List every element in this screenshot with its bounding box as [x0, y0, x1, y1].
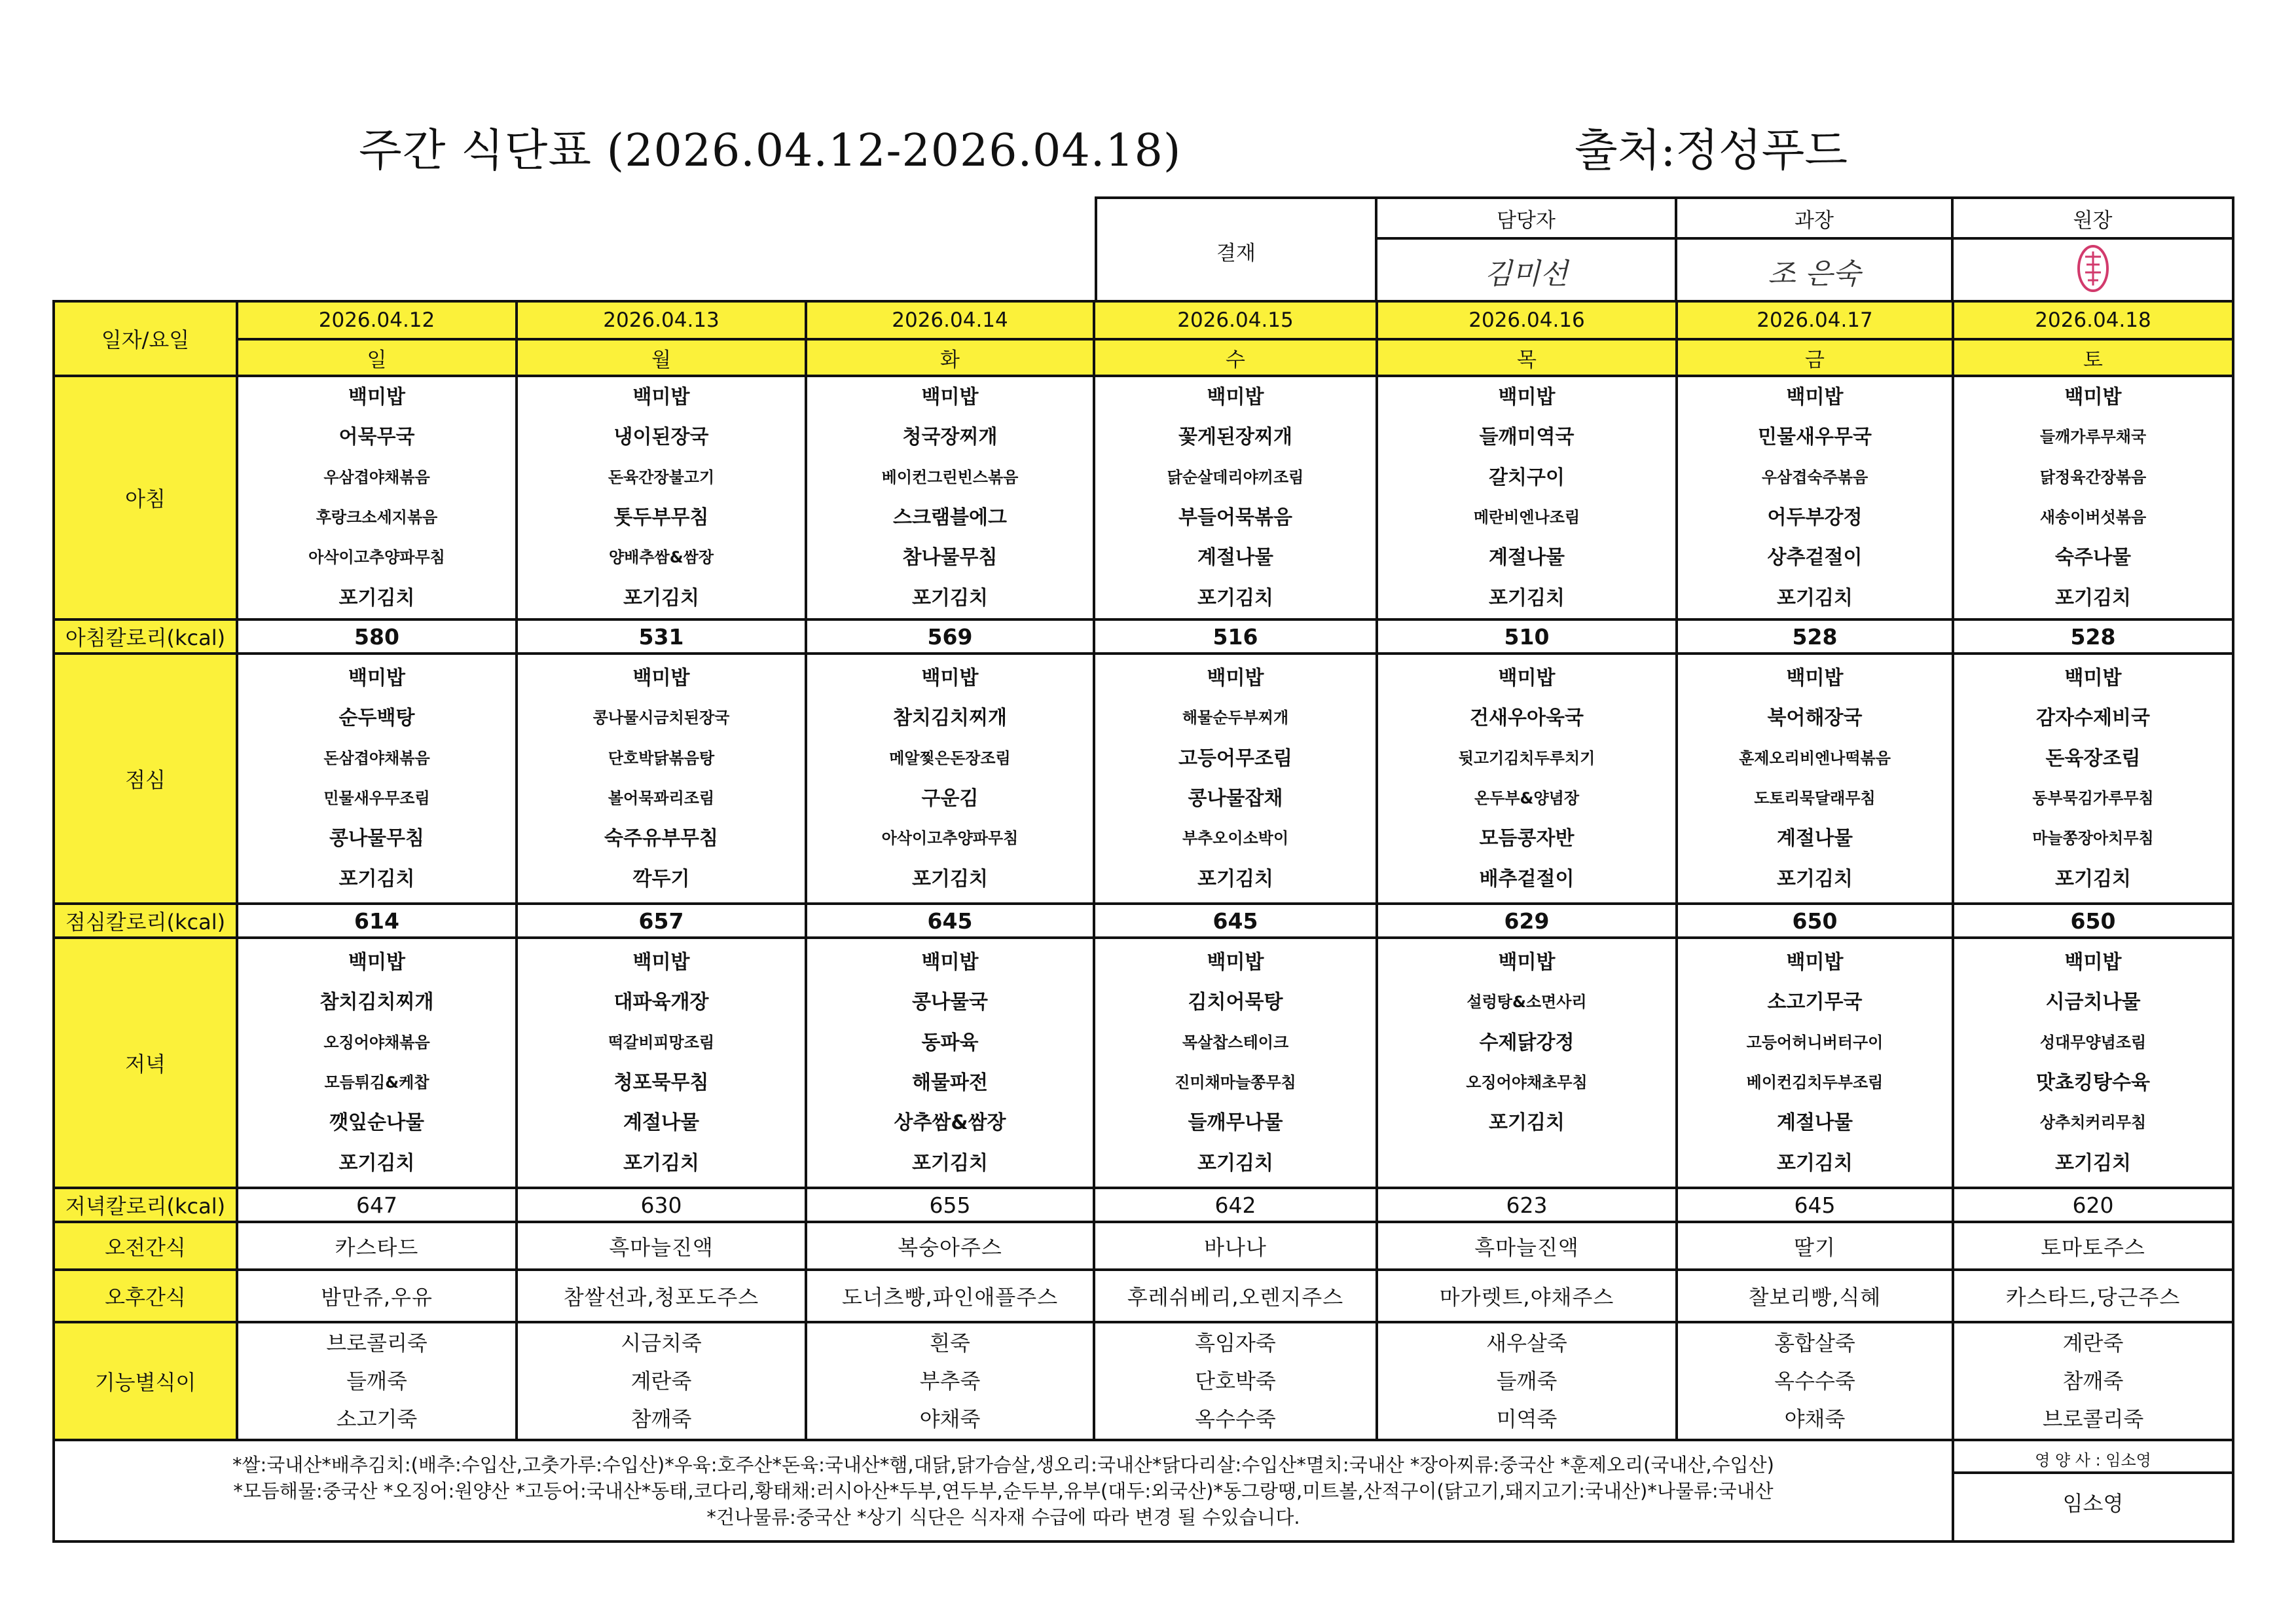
dinner-item: 수제닭강정: [1479, 1031, 1575, 1054]
breakfast-item: 백미밥: [632, 386, 690, 409]
day-weekday: 목: [1377, 339, 1677, 376]
lunch-item: 계절나물: [1777, 827, 1853, 851]
dinner-item: 포기김치: [623, 1151, 699, 1175]
breakfast-item: 백미밥: [1207, 386, 1264, 409]
breakfast-item: 들깨미역국: [1479, 426, 1575, 449]
functional-item: 홍합살죽: [1774, 1331, 1855, 1356]
breakfast-cell: [806, 376, 1094, 619]
dinner-item: 백미밥: [1207, 951, 1264, 974]
breakfast-item: 들깨가루무채국: [2039, 428, 2147, 447]
menu-table: [52, 300, 2234, 1543]
pm-snack-value: 밤만쥬,우유: [237, 1270, 517, 1322]
lunch-item: 포기김치: [2055, 867, 2131, 891]
breakfast-item: 메란비엔나조림: [1473, 508, 1580, 526]
dinner-kcal-value: 642: [1094, 1188, 1377, 1222]
lunch-cell: [1094, 654, 1377, 904]
lunch-kcal-value: 657: [517, 904, 806, 938]
dinner-kcal-value: 655: [806, 1188, 1094, 1222]
lunch-item: 돈삼겹야채볶음: [323, 748, 430, 767]
day-date: 2026.04.16: [1377, 301, 1677, 339]
functional-item: 계란죽: [630, 1369, 692, 1393]
dinner-item: 참치김치찌개: [319, 991, 434, 1014]
dinner-label: 저녁: [54, 938, 237, 1188]
breakfast-item: 계절나물: [1489, 546, 1565, 570]
dietitian-role: 영 양 사 : 임소영: [1954, 1449, 2232, 1474]
lunch-item: 백미밥: [1207, 667, 1264, 690]
dinner-item: 대파육개장: [613, 991, 709, 1014]
lunch-item: 볼어묵꽈리조림: [608, 789, 715, 807]
breakfast-item: 계절나물: [1197, 546, 1273, 570]
breakfast-item: 아삭이고추양파무침: [308, 548, 445, 567]
approval-role-director: 원장: [1952, 198, 2233, 238]
dinner-item: 백미밥: [348, 951, 405, 974]
breakfast-kcal-value: 569: [806, 619, 1094, 654]
lunch-item: 부추오이소박이: [1182, 829, 1289, 848]
functional-item: 소고기죽: [336, 1407, 418, 1431]
lunch-item: 백미밥: [348, 667, 405, 690]
lunch-kcal-value: 645: [1094, 904, 1377, 938]
dinner-cell: [806, 938, 1094, 1188]
breakfast-item: 포기김치: [1489, 586, 1565, 610]
day-weekday: 금: [1677, 339, 1953, 376]
lunch-item: 백미밥: [632, 667, 690, 690]
lunch-item: 고등어무조림: [1178, 747, 1292, 770]
lunch-item: 민물새우무조림: [323, 789, 430, 807]
date-weekday-label: 일자/요일: [54, 301, 237, 376]
signature-manager: 김미선: [1484, 257, 1568, 291]
breakfast-item: 어묵무국: [338, 426, 415, 449]
dinner-item: 청포묵무침: [613, 1071, 709, 1094]
dinner-item: 목살찹스테이크: [1182, 1033, 1289, 1052]
pm-snack-value: 참쌀선과,청포도주스: [517, 1270, 806, 1322]
lunch-cell: [237, 654, 517, 904]
am-snack-value: 토마토주스: [1953, 1222, 2233, 1270]
approval-label: 결재: [1096, 198, 1376, 304]
lunch-item: 온두부&양념장: [1474, 789, 1580, 807]
functional-item: 미역죽: [1496, 1407, 1558, 1431]
breakfast-item: 포기김치: [912, 586, 988, 610]
dinner-item: 오징어야채초무침: [1466, 1073, 1588, 1092]
dinner-item: 포기김치: [2055, 1151, 2131, 1175]
functional-item: 흑임자죽: [1195, 1331, 1276, 1356]
am-snack-value: 바나나: [1094, 1222, 1377, 1270]
dinner-cell: [517, 938, 806, 1188]
pm-snack-value: 도너츠빵,파인애플주스: [806, 1270, 1094, 1322]
day-weekday: 일: [237, 339, 517, 376]
lunch-item: 아삭이고추양파무침: [881, 829, 1019, 848]
lunch-item: 콩나물무침: [329, 827, 424, 851]
lunch-item: 포기김치: [1197, 867, 1273, 891]
breakfast-item: 백미밥: [1786, 386, 1844, 409]
dinner-item: 콩나물국: [912, 991, 988, 1014]
lunch-item: 뒷고기김치두루치기: [1458, 748, 1595, 767]
breakfast-item: 포기김치: [623, 586, 699, 610]
origin-note-line: *건나물류:중국산 *상기 식단은 식자재 수급에 따라 변경 될 수있습니다.: [706, 1505, 1300, 1528]
dinner-item: [1378, 1143, 1675, 1183]
lunch-item: 포기김치: [912, 867, 988, 891]
approval-table: [1095, 196, 2234, 305]
day-date: 2026.04.17: [1677, 301, 1953, 339]
day-weekday: 월: [517, 339, 806, 376]
dinner-item: 포기김치: [1489, 1111, 1565, 1135]
source-label: 출처:정성푸드: [1575, 125, 1848, 177]
lunch-item: 배추겉절이: [1479, 867, 1575, 891]
breakfast-item: 포기김치: [1777, 586, 1853, 610]
functional-item: 참깨죽: [2062, 1369, 2124, 1393]
lunch-item: 단호박닭볶음탕: [608, 748, 715, 767]
lunch-item: 콩나물시금치된장국: [592, 709, 730, 728]
dinner-cell: [1377, 938, 1677, 1188]
dinner-cell: [1953, 938, 2233, 1188]
functional-item: 흰죽: [930, 1331, 970, 1356]
dietitian-name: 임소영: [2062, 1490, 2124, 1516]
lunch-cell: [1377, 654, 1677, 904]
functional-item: 브로콜리죽: [326, 1331, 428, 1356]
am-snack-value: 복숭아주스: [806, 1222, 1094, 1270]
origin-notes: [54, 1440, 1953, 1541]
lunch-item: 백미밥: [1786, 667, 1844, 690]
lunch-cell: [1677, 654, 1953, 904]
origin-note-line: *쌀:국내산*배추김치:(배추:수입산,고춧가루:수입산)*우육:호주산*돈육:국내산*햄,대닭,닭가슴살,생오리:국내산*닭다리살:수입산*멸치:국내산 *장아찌류:중국산 *훈제오리(국내산,수입산): [232, 1453, 1774, 1476]
day-date: 2026.04.15: [1094, 301, 1377, 339]
dinner-item: 모듬튀김&케찹: [324, 1073, 429, 1092]
lunch-item: 동부묵김가루무침: [2032, 789, 2154, 807]
dinner-item: 맛쵸킹탕수육: [2036, 1071, 2150, 1094]
breakfast-item: 민물새우무국: [1758, 426, 1872, 449]
lunch-item: 백미밥: [1498, 667, 1556, 690]
dinner-item: 계절나물: [623, 1111, 699, 1135]
functional-item: 옥수수죽: [1195, 1407, 1276, 1431]
breakfast-item: 포기김치: [2055, 586, 2131, 610]
lunch-item: 백미밥: [2064, 667, 2122, 690]
dinner-item: 김치어묵탕: [1188, 991, 1283, 1014]
lunch-item: 훈제오리비엔나떡볶음: [1739, 748, 1891, 767]
functional-item: 야채죽: [1784, 1407, 1846, 1431]
breakfast-item: 참나물무침: [902, 546, 998, 570]
functional-item: 새우살죽: [1486, 1331, 1567, 1356]
breakfast-item: 상추겉절이: [1767, 546, 1863, 570]
dinner-item: 깻잎순나물: [329, 1111, 424, 1135]
am-snack-value: 흑마늘진액: [517, 1222, 806, 1270]
lunch-cell: [1953, 654, 2233, 904]
breakfast-cell: [1677, 376, 1953, 619]
dinner-item: 고등어허니버터구이: [1746, 1033, 1884, 1052]
lunch-item: 순두백탕: [338, 707, 415, 730]
dinner-item: 백미밥: [632, 951, 690, 974]
dinner-item: 시금치나물: [2045, 991, 2141, 1014]
day-weekday: 수: [1094, 339, 1377, 376]
functional-cell: [1094, 1322, 1377, 1440]
functional-item: 부추죽: [919, 1369, 981, 1393]
lunch-cell: [806, 654, 1094, 904]
approval-role-chief: 과장: [1676, 198, 1952, 238]
lunch-item: 돈육장조림: [2045, 747, 2141, 770]
lunch-kcal-value: 650: [1677, 904, 1953, 938]
breakfast-item: 포기김치: [338, 586, 415, 610]
functional-cell: [517, 1322, 806, 1440]
pm-snack-value: 카스타드,당근주스: [1953, 1270, 2233, 1322]
breakfast-item: 꽃게된장찌개: [1178, 426, 1292, 449]
functional-item: 참깨죽: [630, 1407, 692, 1431]
am-snack-value: 카스타드: [237, 1222, 517, 1270]
dinner-item: 진미채마늘쫑무침: [1175, 1073, 1296, 1092]
dinner-kcal-value: 620: [1953, 1188, 2233, 1222]
breakfast-item: 돈육간장불고기: [608, 468, 715, 487]
day-weekday: 화: [806, 339, 1094, 376]
origin-note-line: *모듬해물:중국산 *오징어:원양산 *고등어:국내산*동태,코다리,황태채:러시아산*두부,연두부,순두부,유부(대두:외국산)*동그랑땡,미트볼,산적구이(닭고기,돼지고기:국내산)*나물류:국내산: [233, 1479, 1774, 1502]
lunch-item: 백미밥: [921, 667, 979, 690]
breakfast-item: 백미밥: [921, 386, 979, 409]
breakfast-item: 청국장찌개: [902, 426, 998, 449]
breakfast-kcal-value: 516: [1094, 619, 1377, 654]
breakfast-kcal-value: 531: [517, 619, 806, 654]
dinner-item: 계절나물: [1777, 1111, 1853, 1135]
lunch-item: 해물순두부찌개: [1182, 709, 1289, 728]
functional-item: 브로콜리죽: [2042, 1407, 2144, 1431]
page-title: 주간 식단표 (2026.04.12-2026.04.18): [359, 125, 1182, 177]
dinner-item: 포기김치: [1777, 1151, 1853, 1175]
dinner-item: 설렁탕&소면사리: [1467, 993, 1587, 1012]
functional-item: 단호박죽: [1195, 1369, 1276, 1393]
pm-snack-value: 후레쉬베리,오렌지주스: [1094, 1270, 1377, 1322]
am-snack-value: 딸기: [1677, 1222, 1953, 1270]
breakfast-item: 닭순살데리야끼조림: [1167, 468, 1304, 487]
lunch-item: 포기김치: [1777, 867, 1853, 891]
dinner-item: 상추쌈&쌈장: [894, 1111, 1006, 1135]
dinner-item: 성대무양념조림: [2039, 1033, 2147, 1052]
lunch-item: 마늘쫑장아치무침: [2032, 829, 2154, 848]
functional-cell: [1677, 1322, 1953, 1440]
dinner-kcal-value: 630: [517, 1188, 806, 1222]
lunch-item: 깍두기: [632, 867, 690, 891]
breakfast-cell: [1094, 376, 1377, 619]
functional-cell: [806, 1322, 1094, 1440]
functional-cell: [237, 1322, 517, 1440]
dinner-item: 오징어야채볶음: [323, 1033, 430, 1052]
dinner-item: 상추치커리무침: [2039, 1113, 2147, 1132]
breakfast-item: 베이컨그린빈스볶음: [881, 468, 1019, 487]
dinner-item: 들깨무나물: [1188, 1111, 1283, 1135]
lunch-item: 구운김: [921, 787, 979, 810]
breakfast-item: 백미밥: [2064, 386, 2122, 409]
breakfast-item: 우삼겹야채볶음: [323, 468, 430, 487]
dinner-item: 소고기무국: [1767, 991, 1863, 1014]
am-snack-value: 흑마늘진액: [1377, 1222, 1677, 1270]
lunch-item: 도토리묵달래무침: [1754, 789, 1876, 807]
breakfast-item: 양배추쌈&쌈장: [608, 548, 714, 567]
dinner-item: 백미밥: [1498, 951, 1556, 974]
dinner-item: 베이컨김치두부조림: [1746, 1073, 1884, 1092]
pm-snack-value: 마가렛트,야채주스: [1377, 1270, 1677, 1322]
dinner-kcal-label: 저녁칼로리(kcal): [54, 1188, 237, 1222]
dinner-item: 백미밥: [921, 951, 979, 974]
functional-item: 들깨죽: [1496, 1369, 1558, 1393]
breakfast-item: 우삼겹숙주볶음: [1761, 468, 1868, 487]
breakfast-kcal-value: 528: [1953, 619, 2233, 654]
pm-snack-label: 오후간식: [54, 1270, 237, 1322]
breakfast-item: 백미밥: [348, 386, 405, 409]
breakfast-kcal-label: 아침칼로리(kcal): [54, 619, 237, 654]
breakfast-kcal-value: 580: [237, 619, 517, 654]
dinner-cell: [237, 938, 517, 1188]
breakfast-cell: [237, 376, 517, 619]
dinner-cell: [1677, 938, 1953, 1188]
functional-item: 들깨죽: [346, 1369, 407, 1393]
functional-label: 기능별식이: [54, 1322, 237, 1440]
breakfast-label: 아침: [54, 376, 237, 619]
director-seal-icon: [2067, 242, 2119, 295]
breakfast-item: 새송이버섯볶음: [2039, 508, 2147, 526]
lunch-kcal-value: 614: [237, 904, 517, 938]
am-snack-label: 오전간식: [54, 1222, 237, 1270]
lunch-item: 감자수제비국: [2036, 707, 2150, 730]
breakfast-item: 후랑크소세지볶음: [316, 508, 438, 526]
breakfast-item: 스크램블에그: [893, 506, 1007, 529]
breakfast-item: 갈치구이: [1489, 466, 1565, 489]
lunch-kcal-label: 점심칼로리(kcal): [54, 904, 237, 938]
functional-cell: [1953, 1322, 2233, 1440]
breakfast-item: 부들어묵볶음: [1178, 506, 1292, 529]
breakfast-kcal-value: 528: [1677, 619, 1953, 654]
breakfast-item: 포기김치: [1197, 586, 1273, 610]
lunch-item: 메알찣은돈장조림: [889, 748, 1011, 767]
dinner-item: 백미밥: [1786, 951, 1844, 974]
breakfast-item: 백미밥: [1498, 386, 1556, 409]
approval-role-manager: 담당자: [1376, 198, 1676, 238]
day-weekday: 토: [1953, 339, 2233, 376]
lunch-item: 북어해장국: [1767, 707, 1863, 730]
lunch-cell: [517, 654, 806, 904]
functional-item: 야채죽: [919, 1407, 981, 1431]
dinner-cell: [1094, 938, 1377, 1188]
day-date: 2026.04.12: [237, 301, 517, 339]
breakfast-item: 어두부강정: [1767, 506, 1863, 529]
dinner-item: 백미밥: [2064, 951, 2122, 974]
breakfast-cell: [1377, 376, 1677, 619]
dinner-item: 포기김치: [1197, 1151, 1273, 1175]
breakfast-kcal-value: 510: [1377, 619, 1677, 654]
breakfast-item: 닭정육간장볶음: [2039, 468, 2147, 487]
functional-item: 시금치죽: [621, 1331, 702, 1356]
dinner-item: 동파육: [921, 1031, 979, 1054]
lunch-kcal-value: 650: [1953, 904, 2233, 938]
pm-snack-value: 찰보리빵,식혜: [1677, 1270, 1953, 1322]
lunch-item: 건새우아욱국: [1470, 707, 1584, 730]
day-date: 2026.04.14: [806, 301, 1094, 339]
dinner-item: 해물파전: [912, 1071, 988, 1094]
dinner-item: 떡갈비피망조림: [608, 1033, 715, 1052]
functional-cell: [1377, 1322, 1677, 1440]
day-date: 2026.04.13: [517, 301, 806, 339]
lunch-item: 포기김치: [338, 867, 415, 891]
breakfast-item: 톳두부무침: [613, 506, 709, 529]
lunch-item: 참치김치찌개: [893, 707, 1007, 730]
breakfast-cell: [1953, 376, 2233, 619]
breakfast-cell: [517, 376, 806, 619]
dinner-kcal-value: 623: [1377, 1188, 1677, 1222]
dinner-kcal-value: 645: [1677, 1188, 1953, 1222]
dinner-item: 포기김치: [912, 1151, 988, 1175]
lunch-item: 콩나물잡채: [1188, 787, 1283, 810]
dinner-kcal-value: 647: [237, 1188, 517, 1222]
dietitian-box: [1953, 1440, 2233, 1541]
day-date: 2026.04.18: [1953, 301, 2233, 339]
breakfast-item: 숙주나물: [2055, 546, 2131, 570]
dinner-item: 포기김치: [338, 1151, 415, 1175]
lunch-kcal-value: 629: [1377, 904, 1677, 938]
lunch-item: 모듬콩자반: [1479, 827, 1575, 851]
signature-chief: 조 은숙: [1768, 257, 1861, 291]
lunch-item: 숙주유부무침: [604, 827, 718, 851]
lunch-kcal-value: 645: [806, 904, 1094, 938]
breakfast-item: 냉이된장국: [613, 426, 709, 449]
functional-item: 옥수수죽: [1774, 1369, 1855, 1393]
lunch-label: 점심: [54, 654, 237, 904]
functional-item: 계란죽: [2062, 1331, 2124, 1356]
